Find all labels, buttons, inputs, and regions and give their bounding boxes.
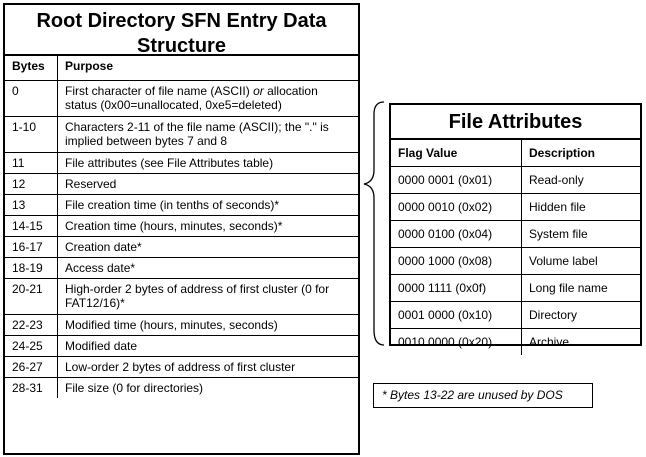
purpose-cell: Low-order 2 bytes of address of first cluster <box>58 357 359 378</box>
bytes-cell: 14-15 <box>5 216 58 237</box>
table-row <box>5 279 358 315</box>
sfn-header-row <box>5 56 358 81</box>
purpose-cell: File creation time (in tenths of seconds)* <box>58 195 359 216</box>
purpose-column-header: Purpose <box>58 56 359 81</box>
flag-cell: 0001 0000 (0x10) <box>391 302 522 329</box>
table-row <box>5 336 358 357</box>
bytes-cell: 12 <box>5 174 58 195</box>
table-row <box>5 195 358 216</box>
purpose-cell: File size (0 for directories) <box>58 378 359 399</box>
flag-cell: 0010 0000 (0x20) <box>391 329 522 356</box>
purpose-emphasis: or <box>253 84 264 98</box>
flag-value-column-header: Flag Value <box>391 140 522 167</box>
description-cell: Long file name <box>522 275 641 302</box>
table-row <box>391 248 640 275</box>
bytes-cell: 26-27 <box>5 357 58 378</box>
bytes-cell: 22-23 <box>5 315 58 336</box>
file-attributes-table <box>389 103 642 349</box>
purpose-cell <box>58 81 359 117</box>
table-row <box>391 302 640 329</box>
purpose-cell: Access date* <box>58 258 359 279</box>
table-row <box>5 174 358 195</box>
table-row <box>5 378 358 399</box>
table-row <box>5 237 358 258</box>
description-cell: Archive <box>522 329 641 356</box>
bytes-cell: 1-10 <box>5 117 58 153</box>
purpose-text: allocation status (0x00=unallocated, 0xe5=deleted) <box>65 84 318 112</box>
flag-cell: 0000 1000 (0x08) <box>391 248 522 275</box>
description-cell: System file <box>522 221 641 248</box>
description-cell: Volume label <box>522 248 641 275</box>
bytes-cell: 16-17 <box>5 237 58 258</box>
purpose-cell: Creation time (hours, minutes, seconds)* <box>58 216 359 237</box>
attributes-table-title: File Attributes <box>391 105 640 139</box>
purpose-cell: High-order 2 bytes of address of first cluster (0 for FAT12/16)* <box>58 279 359 315</box>
flag-cell: 0000 0001 (0x01) <box>391 167 522 194</box>
flag-cell: 0000 1111 (0x0f) <box>391 275 522 302</box>
purpose-cell: Modified time (hours, minutes, seconds) <box>58 315 359 336</box>
bytes-cell: 18-19 <box>5 258 58 279</box>
purpose-cell: Characters 2-11 of the file name (ASCII); the "." is implied between bytes 7 and 8 <box>58 117 359 153</box>
table-row <box>391 194 640 221</box>
description-cell: Hidden file <box>522 194 641 221</box>
unused-bytes-note: * Bytes 13-22 are unused by DOS <box>373 383 593 408</box>
table-row <box>5 153 358 174</box>
table-row <box>391 167 640 194</box>
purpose-cell: Modified date <box>58 336 359 357</box>
table-row <box>5 216 358 237</box>
attributes-table-grid <box>391 139 640 355</box>
purpose-cell: Creation date* <box>58 237 359 258</box>
bytes-cell: 13 <box>5 195 58 216</box>
purpose-cell: File attributes (see File Attributes table) <box>58 153 359 174</box>
bytes-cell: 20-21 <box>5 279 58 315</box>
purpose-text: First character of file name (ASCII) <box>65 84 254 98</box>
sfn-table-grid <box>5 55 358 398</box>
flag-cell: 0000 0010 (0x02) <box>391 194 522 221</box>
sfn-entry-table <box>3 3 360 455</box>
table-row <box>5 357 358 378</box>
bytes-cell: 28-31 <box>5 378 58 399</box>
bytes-cell: 24-25 <box>5 336 58 357</box>
description-column-header: Description <box>522 140 641 167</box>
table-row <box>5 315 358 336</box>
flag-cell: 0000 0100 (0x04) <box>391 221 522 248</box>
table-row <box>5 258 358 279</box>
description-cell: Directory <box>522 302 641 329</box>
table-row <box>391 221 640 248</box>
bytes-cell: 0 <box>5 81 58 117</box>
table-row <box>391 275 640 302</box>
description-cell: Read-only <box>522 167 641 194</box>
attributes-header-row <box>391 140 640 167</box>
curly-brace-connector <box>356 100 390 350</box>
bytes-cell: 11 <box>5 153 58 174</box>
table-row <box>5 81 358 117</box>
table-row <box>5 117 358 153</box>
table-row <box>391 329 640 356</box>
sfn-table-title: Root Directory SFN Entry Data Structure <box>5 5 358 55</box>
purpose-cell: Reserved <box>58 174 359 195</box>
bytes-column-header: Bytes <box>5 56 58 81</box>
